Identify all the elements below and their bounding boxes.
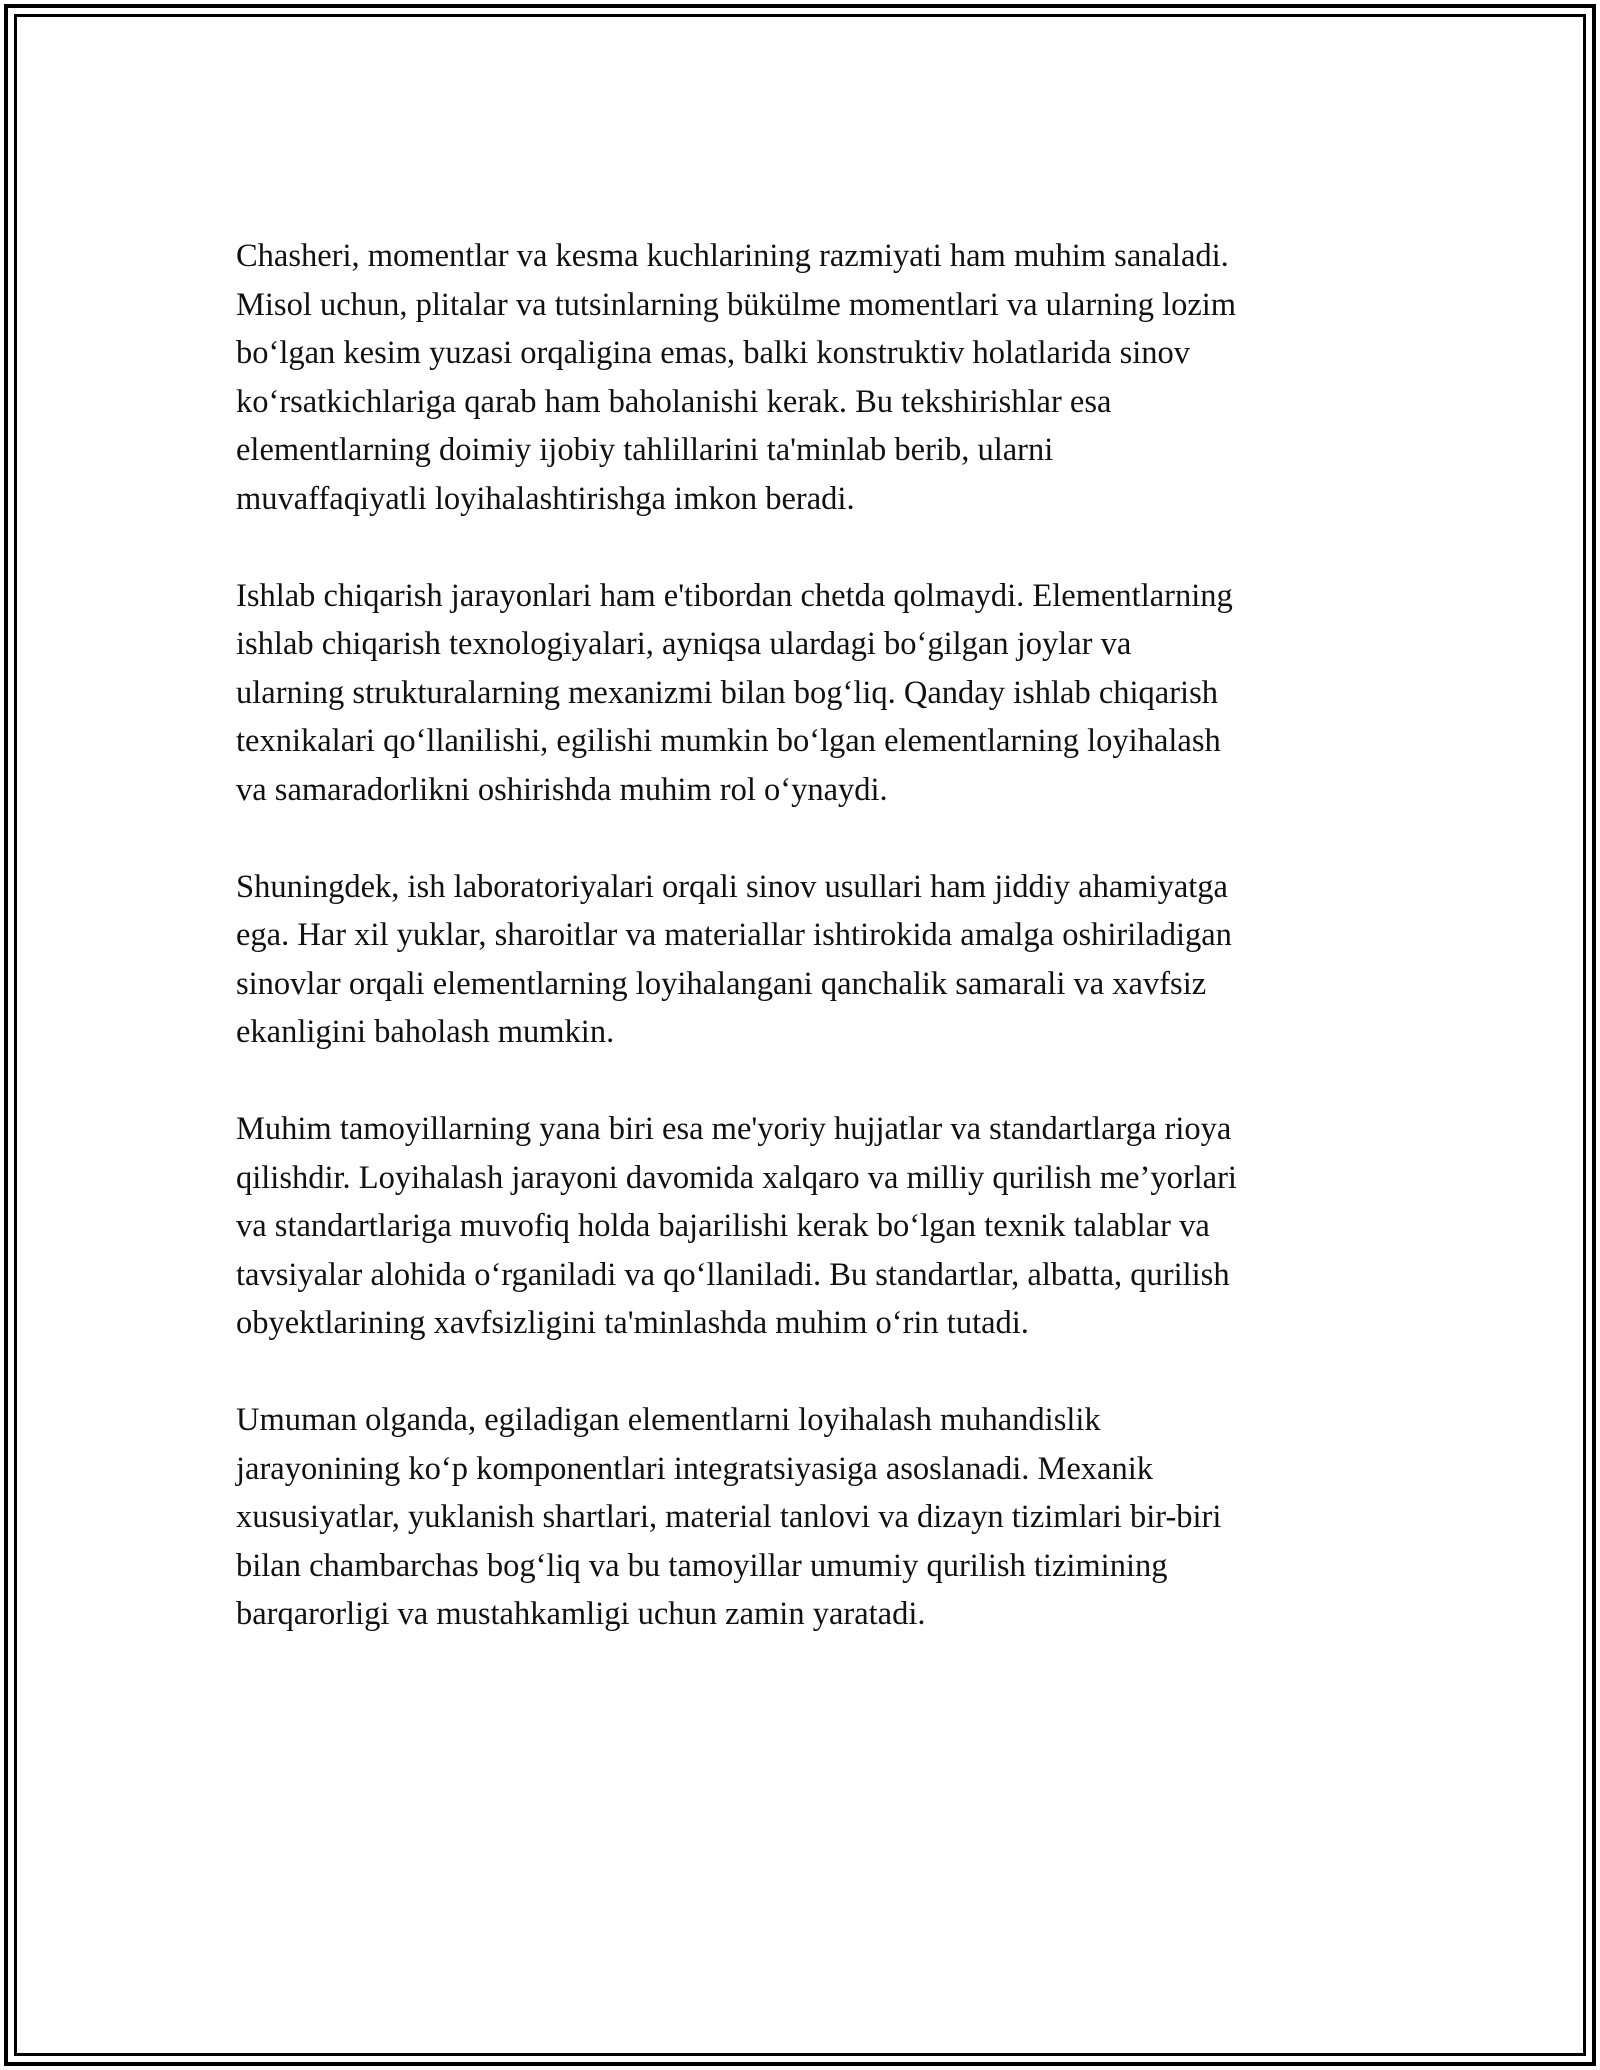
text-line: sinovlar orqali elementlarning loyihalangani qanchalik samarali va xavfsiz [236,965,1207,1002]
paragraph-5 [236,1396,1376,1639]
paragraph-1 [236,232,1376,523]
text-line: Chasheri, momentlar va kesma kuchlarining razmiyati ham muhim sanaladi. [236,238,1229,274]
text-line: Muhim tamoyillarning yana biri esa me'yoriy hujjatlar va standartlarga rioya [236,1111,1232,1147]
text-line: tavsiyalar alohida o‘rganiladi va qo‘llaniladi. Bu standartlar, albatta, qurilish [236,1256,1230,1293]
paragraph-3 [236,863,1376,1057]
text-line: ularning strukturalarning mexanizmi bilan bog‘liq. Qanday ishlab chiqarish [236,674,1218,711]
text-line: texnikalari qo‘llanilishi, egilishi mumkin bo‘lgan elementlarning loyihalash [236,723,1221,759]
text-line: ega. Har xil yuklar, sharoitlar va materiallar ishtirokida amalga oshiriladigan [236,917,1232,953]
text-line: xususiyatlar, yuklanish shartlari, material tanlovi va dizayn tizimlari bir-biri [236,1499,1222,1535]
text-line: ekanligini baholash mumkin. [236,1014,615,1050]
document-body [236,232,1376,1687]
text-line: ko‘rsatkichlariga qarab ham baholanishi kerak. Bu tekshirishlar esa [236,383,1112,420]
text-line: jarayonining ko‘p komponentlari integratsiyasiga asoslanadi. Mexanik [236,1450,1153,1487]
paragraph-4 [236,1105,1376,1348]
text-line: Umuman olganda, egiladigan elementlarni loyihalash muhandislik [236,1402,1101,1438]
text-line: Misol uchun, plitalar va tutsinlarning bükülme momentlari va ularning lozim [236,286,1237,323]
text-line: qilishdir. Loyihalash jarayoni davomida xalqaro va milliy qurilish me’yorlari [236,1159,1237,1196]
text-line: Shuningdek, ish laboratoriyalari orqali sinov usullari ham jiddiy ahamiyatga [236,868,1228,905]
text-line: ishlab chiqarish texnologiyalari, ayniqsa ulardagi bo‘gilgan joylar va [236,626,1132,662]
paragraph-2 [236,572,1376,815]
text-line: elementlarning doimiy ijobiy tahlillarini ta'minlab berib, ularni [236,432,1054,468]
text-line: barqarorligi va mustahkamligi uchun zamin yaratadi. [236,1596,926,1632]
text-line: Ishlab chiqarish jarayonlari ham e'tibordan chetda qolmaydi. Elementlarning [236,577,1233,614]
text-line: obyektlarining xavfsizligini ta'minlashda muhim o‘rin tutadi. [236,1305,1029,1341]
text-line: bo‘lgan kesim yuzasi orqaligina emas, balki konstruktiv holatlarida sinov [236,335,1191,371]
text-line: muvaffaqiyatli loyihalashtirishga imkon beradi. [236,480,855,517]
text-line: va samaradorlikni oshirishda muhim rol o‘ynaydi. [236,771,888,808]
text-line: bilan chambarchas bog‘liq va bu tamoyillar umumiy qurilish tizimining [236,1547,1168,1584]
text-line: va standartlariga muvofiq holda bajarilishi kerak bo‘lgan texnik talablar va [236,1208,1210,1244]
